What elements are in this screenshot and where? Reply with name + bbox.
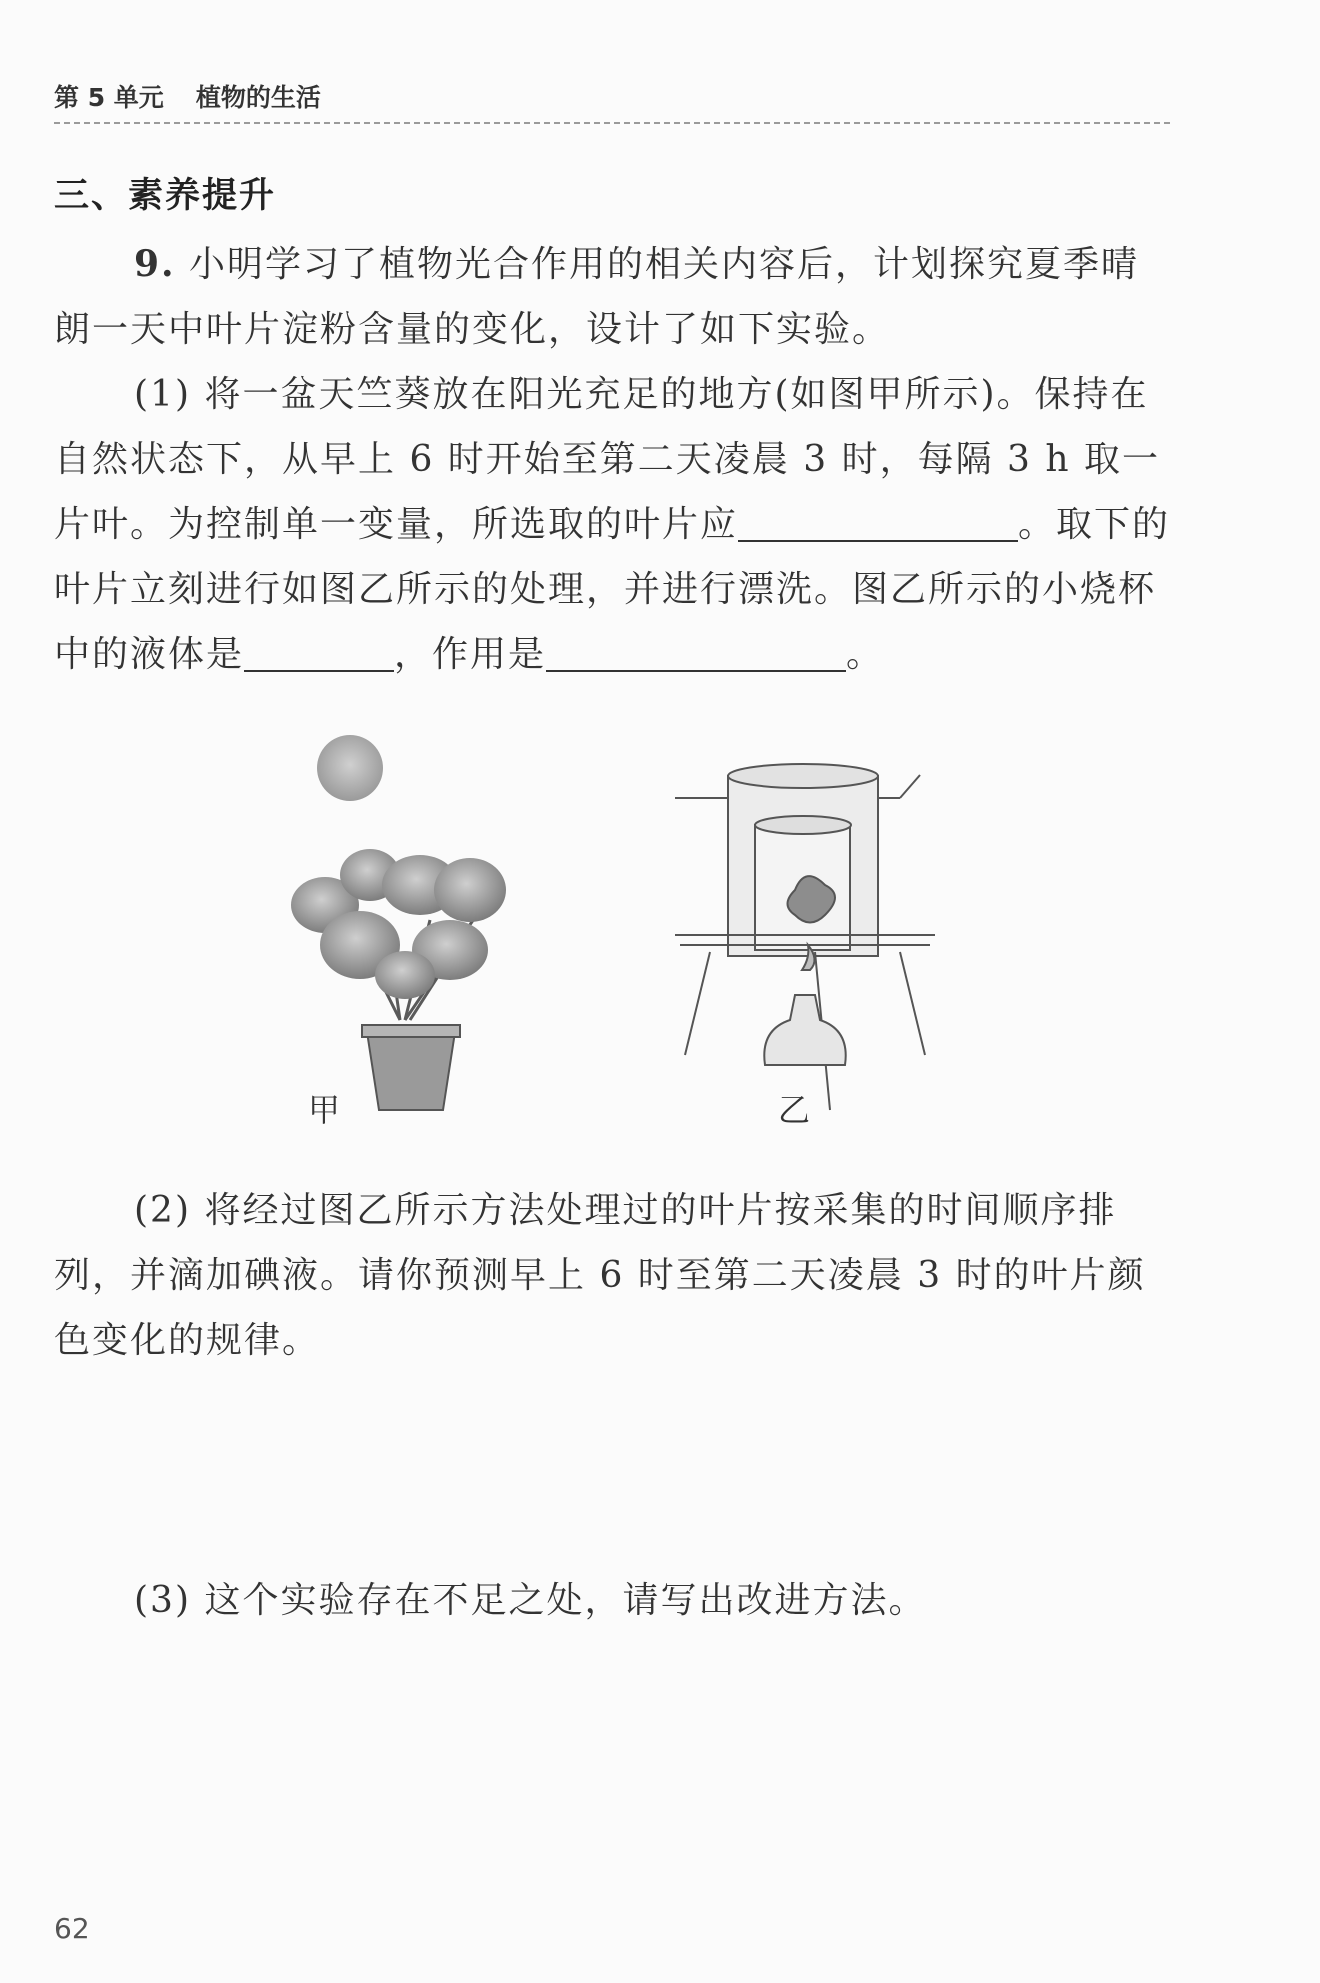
part1-text-a: (1) 将一盆天竺葵放在阳光充足的地方(如图甲所示)。保持在自然状态下，从早上 6 时开始至第二天凌晨 3 时，每隔 3 h 取一片叶。为控制单一变量，所选取的叶片应 bbox=[54, 374, 1161, 545]
unit-label: 第 5 单元 bbox=[54, 83, 164, 112]
page-number: 62 bbox=[54, 1912, 90, 1945]
experiment-figure bbox=[60, 720, 960, 1140]
question-part-3: (3) 这个实验存在不足之处，请写出改进方法。 bbox=[134, 1580, 927, 1621]
unit-title: 植物的生活 bbox=[195, 83, 321, 112]
question-number: 9. bbox=[134, 243, 176, 285]
section-title: 三、素养提升 bbox=[54, 176, 277, 216]
part1-text-b: 。取下的叶片立刻进行如图乙所示的处理，并进行漂洗。图乙所示的小烧杯中的液体是 bbox=[54, 504, 1171, 675]
experiment-illustration bbox=[60, 720, 960, 1140]
figure-caption-jia: 甲 bbox=[308, 1091, 341, 1129]
page-header bbox=[54, 78, 1170, 124]
answer-blank-3[interactable] bbox=[546, 630, 846, 672]
question-intro-text: 小明学习了植物光合作用的相关内容后，计划探究夏季晴朗一天中叶片淀粉含量的变化，设计了如下实验。 bbox=[54, 244, 1140, 350]
question-intro bbox=[54, 232, 1174, 362]
answer-blank-2[interactable] bbox=[244, 630, 394, 672]
question-part-2: (2) 将经过图乙所示方法处理过的叶片按采集的时间顺序排列，并滴加碘液。请你预测早上 6 时至第二天凌晨 3 时的叶片颜色变化的规律。 bbox=[54, 1190, 1146, 1361]
question-part-1 bbox=[54, 362, 1174, 687]
water-bath-apparatus-icon bbox=[675, 764, 935, 1110]
answer-blank-1[interactable] bbox=[738, 500, 1018, 542]
part1-text-d: 。 bbox=[846, 634, 885, 675]
potted-plant-icon bbox=[291, 849, 506, 1110]
figure-caption-yi: 乙 bbox=[778, 1091, 811, 1129]
part1-text-c: ，作用是 bbox=[394, 634, 547, 675]
sun-icon bbox=[317, 735, 383, 801]
